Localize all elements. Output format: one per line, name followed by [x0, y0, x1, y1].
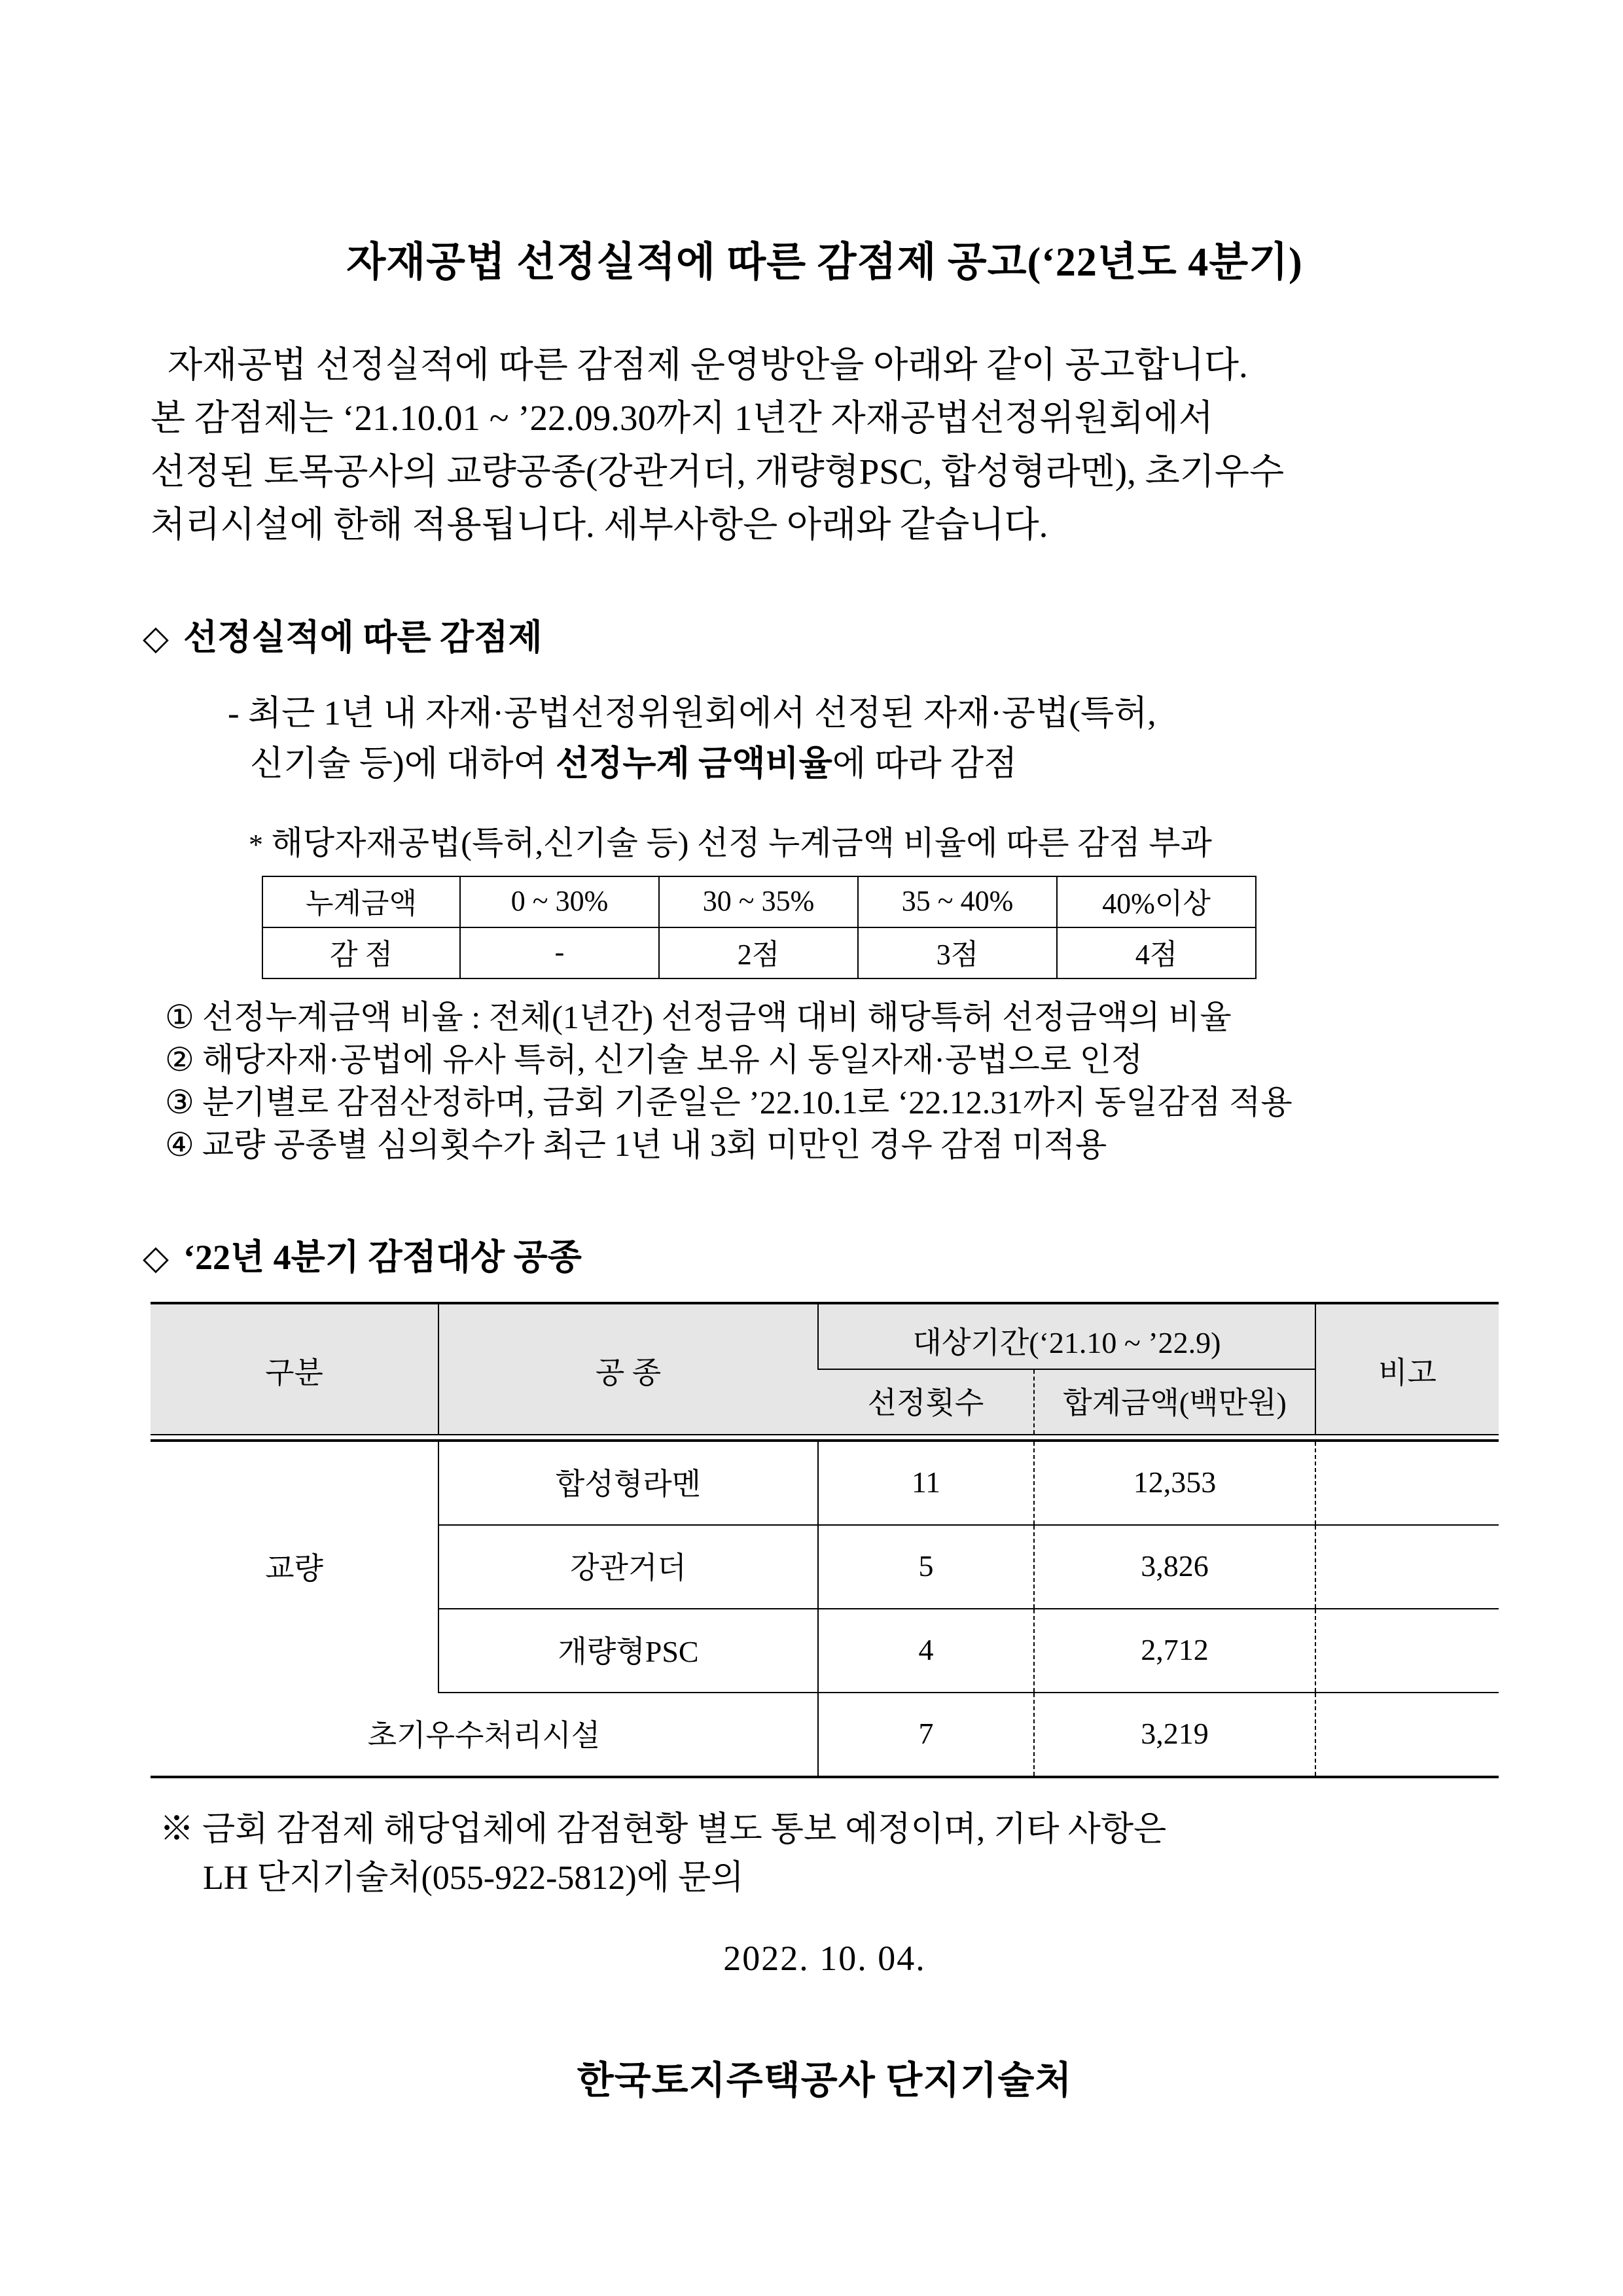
grade-point-2: 2점 [659, 927, 858, 978]
cell-bigo [1315, 1441, 1499, 1525]
col-header-amount: 합계금액(백만원) [1034, 1369, 1315, 1435]
cell-gongjong: 합성형라멘 [438, 1441, 818, 1525]
grade-point-3: 3점 [858, 927, 1057, 978]
target-work-types-table [151, 1302, 1499, 1778]
grade-row-label-points: 감 점 [262, 927, 460, 978]
col-header-period: 대상기간(‘21.10 ~ ’22.9) [818, 1303, 1315, 1369]
cell-amount: 3,826 [1034, 1525, 1315, 1609]
note-marker-4: ④ [165, 1126, 194, 1164]
row-group-label-bridge: 교량 [265, 1551, 323, 1585]
list-item [165, 1039, 1499, 1081]
cell-facility-label: 초기우수처리시설 [367, 1719, 601, 1753]
cell-bigo [1315, 1525, 1499, 1609]
table-row [151, 1441, 1499, 1525]
note-text-2: 해당자재·공법에 유사 특허, 신기술 보유 시 동일자재·공법으로 인정 [202, 1041, 1143, 1079]
intro-line-1: 자재공법 선정실적에 따른 감점제 운영방안을 아래와 같이 공고합니다. [168, 345, 1248, 385]
asterisk-icon: * [249, 829, 263, 861]
grade-row-label-amount: 누계금액 [262, 876, 460, 927]
table-row [151, 1693, 1499, 1777]
list-item [165, 1081, 1499, 1124]
section-1-numbered-notes [165, 996, 1499, 1166]
cell-bigo [1315, 1693, 1499, 1777]
col-header-count: 선정횟수 [818, 1369, 1034, 1435]
cell-amount: 2,712 [1034, 1609, 1315, 1693]
intro-line-4: 처리시설에 한해 적용됩니다. 세부사항은 아래와 같습니다. [151, 505, 1048, 545]
footer-note-line-1 [160, 1806, 1499, 1854]
table-row [262, 927, 1256, 978]
note-marker-2: ② [165, 1041, 194, 1079]
bullet-line-2-pre: 신기술 등)에 대하여 [250, 744, 556, 783]
footer-note-line-2: LH 단지기술처(055-922-5812)에 문의 [203, 1859, 744, 1897]
cell-count: 5 [818, 1525, 1034, 1609]
document-body [143, 0, 1499, 2104]
grade-range-1: 0 ~ 30% [460, 876, 659, 927]
grade-point-1: - [460, 927, 659, 978]
page-title: 자재공법 선정실적에 따른 감점제 공고(‘22년도 4분기) [346, 240, 1303, 285]
bullet-line-2-emphasis: 선정누계 금액비율 [555, 744, 832, 783]
list-item [165, 996, 1499, 1039]
document-date: 2022. 10. 04. [723, 1938, 926, 1978]
header-separator-cell [151, 1435, 1499, 1441]
issuing-organization: 한국토지주택공사 단지기술처 [577, 2058, 1073, 2102]
intro-line-2: 본 감점제는 ‘21.10.01 ~ ’22.09.30까지 1년간 자재공법선정위원회에서 [151, 398, 1213, 439]
header-separator [151, 1435, 1499, 1441]
table-row [262, 876, 1256, 927]
col-header-bigo: 비고 [1315, 1303, 1499, 1435]
col-header-gongjong: 공 종 [438, 1303, 818, 1435]
note-text-3: 분기별로 감점산정하며, 금회 기준일은 ’22.10.1로 ‘22.12.31까지 동일감점 적용 [202, 1084, 1293, 1121]
grade-range-2: 30 ~ 35% [659, 876, 858, 927]
cell-count: 4 [818, 1609, 1034, 1693]
section-heading-2-label: ‘22년 4분기 감점대상 공종 [183, 1238, 582, 1278]
cell-count: 7 [818, 1693, 1034, 1777]
diamond-icon: ◇ [143, 1240, 169, 1278]
intro-line-3: 선정된 토목공사의 교량공종(강관거더, 개량형PSC, 합성형라멘), 초기우수 [151, 451, 1285, 492]
grade-range-3: 35 ~ 40% [858, 876, 1057, 927]
star-note-text: 해당자재공법(특허,신기술 등) 선정 누계금액 비율에 따른 감점 부과 [271, 825, 1212, 862]
cell-amount: 12,353 [1034, 1441, 1315, 1525]
note-text-1: 선정누계금액 비율 : 전체(1년간) 선정금액 대비 해당특허 선정금액의 비율 [202, 999, 1232, 1036]
grade-table [262, 876, 1257, 979]
diamond-icon: ◇ [143, 619, 169, 657]
section-heading-1 [143, 609, 1499, 660]
note-text-4: 교량 공종별 심의횟수가 최근 1년 내 3회 미만인 경우 감점 미적용 [202, 1126, 1107, 1164]
footer-note [160, 1806, 1499, 1903]
intro-paragraph [151, 338, 1499, 552]
section-heading-1-label: 선정실적에 따른 감점제 [183, 617, 543, 657]
section-heading-2 [143, 1229, 1499, 1280]
note-marker-1: ① [165, 999, 194, 1036]
cell-count: 11 [818, 1441, 1034, 1525]
grade-point-4: 4점 [1057, 927, 1256, 978]
section-1-star-note [249, 817, 1499, 864]
cell-amount: 3,219 [1034, 1693, 1315, 1777]
bullet-line-2-post: 에 따라 감점 [832, 744, 1018, 783]
reference-mark-icon: ※ [160, 1811, 194, 1849]
cell-gongjong: 강관거더 [438, 1525, 818, 1609]
bullet-line-2 [250, 739, 1499, 789]
cell-gongjong: 개량형PSC [438, 1609, 818, 1693]
table-header-row [151, 1303, 1499, 1369]
footer-note-text-1: 금회 감점제 해당업체에 감점현황 별도 통보 예정이며, 기타 사항은 [202, 1811, 1167, 1849]
bullet-line-1: - 최근 1년 내 자재·공법선정위원회에서 선정된 자재·공법(특허, [228, 694, 1156, 732]
note-marker-3: ③ [165, 1084, 194, 1121]
cell-bigo [1315, 1609, 1499, 1693]
col-header-gubun: 구분 [151, 1303, 438, 1435]
section-1-bullet [228, 689, 1499, 790]
list-item [165, 1124, 1499, 1166]
grade-range-4: 40%이상 [1057, 876, 1256, 927]
